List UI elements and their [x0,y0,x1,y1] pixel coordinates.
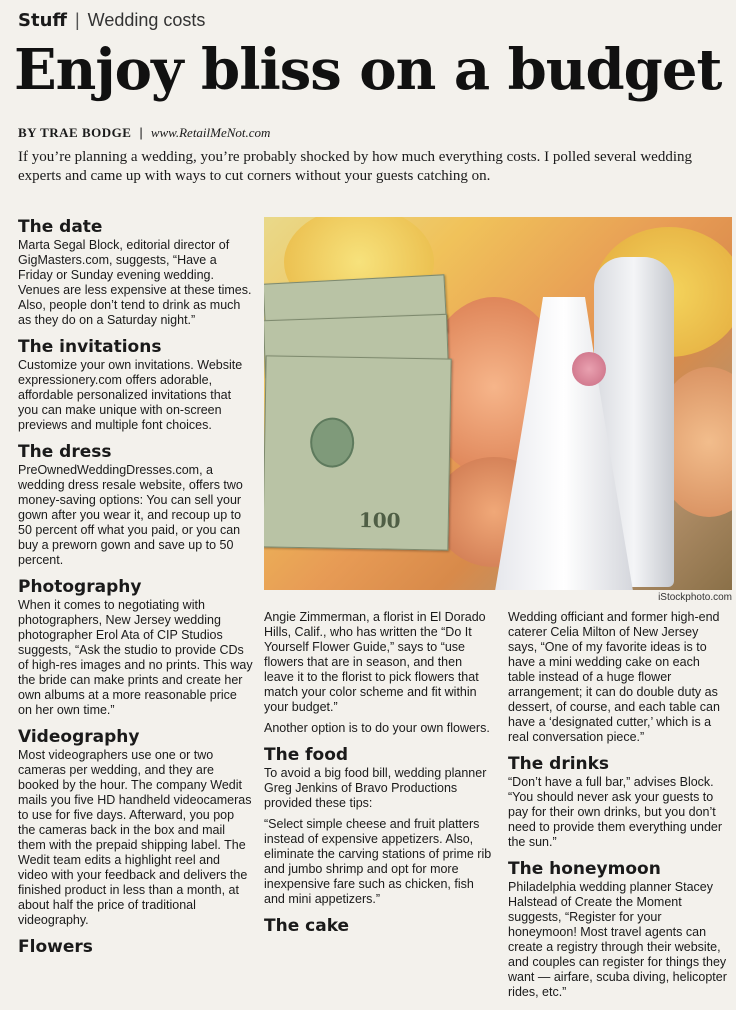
bill-portrait [310,417,355,468]
topic-label: Wedding costs [87,10,206,30]
heading-food: The food [264,745,349,765]
heading-videography: Videography [18,727,140,747]
body-drinks: “Don’t have a full bar,” advises Block. “You should never ask your guests to pay for their own drinks, but you don’t need to provide them everything under the sun.” [508,775,723,849]
column-middle [264,610,492,937]
byline-divider: | [139,125,143,140]
wedding-photo [264,217,732,590]
body-videography: Most videographers use one or two cameras per wedding, and they are booked by the hour. The company Wedit mails you five HD handheld videocameras to use for five days. Afterward, you pop the cameras back in the box and mail them with the prepaid shipping label. The Wedit team edits a highlight reel and video with your feedback and delivers the finished product in less than a month, at about half the price of traditional videography. [18,748,252,927]
header-divider: | [74,10,80,30]
body-food-quote: “Select simple cheese and fruit platters instead of expensive appetizers. Also, eliminate the carving stations of prime rib and jumbo shrimp and opt for more inexpensive fare such as chicken, fish and mini appetizers.” [264,817,492,906]
body-flowers-extra: Another option is to do your own flowers. [264,721,490,735]
heading-dress: The dress [18,442,112,462]
bill-denomination: 100 [358,508,401,533]
byline-author: BY TRAE BODGE [18,125,132,140]
body-flowers: Angie Zimmerman, a florist in El Dorado Hills, Calif., who has written the “Do It Yourself Flower Guide,” says to “use flowers that are in season, and then leave it to the florist to pick flowers that match your color scheme and fit within your budget.” [264,610,486,714]
column-left [18,218,253,958]
column-right [508,610,730,1010]
heading-photography: Photography [18,577,142,597]
byline-url: www.RetailMeNot.com [150,125,271,140]
heading-honeymoon: The honeymoon [508,859,661,879]
body-date: Marta Segal Block, editorial director of GigMasters.com, suggests, “Have a Friday or Sunday evening wedding. Venues are less expensive at these times. Also, people don’t tend to drink as much as they do on a Saturday night.” [18,238,252,327]
photo-credit: iStockphoto.com [658,592,732,603]
body-honeymoon: Philadelphia wedding planner Stacey Halstead of Create the Moment suggests, “Register for your honeymoon! Most travel agents can create a registry through their website, and couples can register for things they want — airfare, scuba diving, helicopter rides, etc.” [508,880,727,999]
body-food: To avoid a big food bill, wedding planner Greg Jenkins of Bravo Productions provided these tips: [264,766,487,810]
heading-date: The date [18,217,103,237]
section-header [18,10,205,31]
heading-invitations: The invitations [18,337,162,357]
heading-drinks: The drinks [508,754,610,774]
rose-bouquet-shape [572,352,606,386]
body-photography: When it comes to negotiating with photographers, New Jersey wedding photographer Erol Ata of CIP Studios suggests, “Ask the studio to provide CDs of high-res images and no prints. This way the bride can make prints and create her own albums at a more reasonable price on her own time.” [18,598,253,717]
intro-paragraph: If you’re planning a wedding, you’re probably shocked by how much everything costs. I polled several wedding experts and came up with ways to cut corners without your guests catching on. [18,149,692,184]
headline: Enjoy bliss on a budget [14,37,722,103]
heading-cake: The cake [264,916,350,936]
money-bill [264,355,452,550]
byline [18,125,270,141]
section-label: Stuff [18,10,67,31]
body-invitations: Customize your own invitations. Website expressionery.com offers adorable, affordable personalized invitations that you can make unique with on-screen previews and multiple font choices. [18,358,243,432]
heading-flowers: Flowers [18,937,93,957]
body-cake: Wedding officiant and former high-end caterer Celia Milton of New Jersey says, “One of my favorite ideas is to have a mini wedding cake on each table instead of a huge flower arrangement; it can do double duty as dessert, of course, and each table can have a ‘designated cutter,’ which is a real conversation piece.” [508,610,720,744]
body-dress: PreOwnedWeddingDresses.com, a wedding dress resale website, offers two money-saving options: You can sell your gown after you wear it, and recoup up to 50 percent off what you paid, or you can buy a preworn gown and save up to 50 percent. [18,463,243,567]
